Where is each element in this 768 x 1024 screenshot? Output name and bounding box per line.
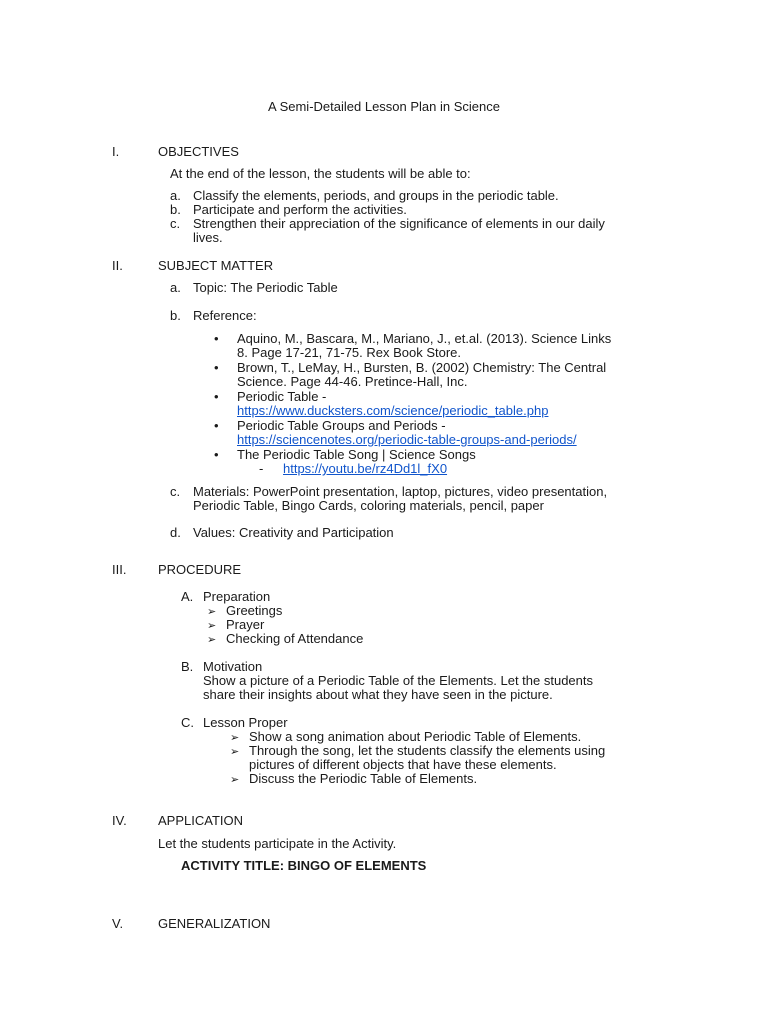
section-numeral: V.	[112, 916, 124, 931]
motivation-text-continued: share their insights about what they have seen in the picture.	[203, 687, 553, 702]
section-numeral: IV.	[112, 813, 127, 828]
reference-link[interactable]: https://sciencenotes.org/periodic-table-groups-and-periods/	[237, 432, 577, 447]
document-title: A Semi-Detailed Lesson Plan in Science	[268, 99, 500, 114]
lesson-proper-item-continued: pictures of different objects that have these elements.	[249, 757, 557, 772]
materials-text: Materials: PowerPoint presentation, laptop, pictures, video presentation,	[193, 484, 608, 499]
arrow-bullet-icon: ➢	[207, 620, 217, 632]
section-numeral: II.	[112, 258, 123, 273]
list-marker: b.	[170, 202, 181, 217]
objective-item: Strengthen their appreciation of the significance of elements in our daily	[193, 216, 605, 231]
dash-marker: -	[259, 461, 264, 476]
preparation-item: Checking of Attendance	[226, 631, 364, 646]
topic-text: Topic: The Periodic Table	[193, 280, 338, 295]
reference-item-continued: Science. Page 44-46. Pretince-Hall, Inc.	[237, 374, 468, 389]
list-marker: d.	[170, 525, 181, 540]
objectives-intro: At the end of the lesson, the students will be able to:	[170, 166, 471, 181]
section-heading: GENERALIZATION	[158, 916, 271, 931]
section-heading: OBJECTIVES	[158, 144, 239, 159]
application-text: Let the students participate in the Activity.	[158, 836, 397, 851]
bullet-icon: •	[214, 331, 219, 346]
reference-link[interactable]: https://www.ducksters.com/science/periodic_table.php	[237, 403, 549, 418]
list-marker: A.	[181, 589, 194, 604]
arrow-bullet-icon: ➢	[207, 606, 217, 618]
reference-item: Periodic Table -	[237, 389, 327, 404]
reference-item: Aquino, M., Bascara, M., Mariano, J., et.al. (2013). Science Links	[237, 331, 612, 346]
bullet-icon: •	[214, 447, 219, 462]
section-numeral: III.	[112, 562, 127, 577]
motivation-text: Show a picture of a Periodic Table of the Elements. Let the students	[203, 673, 593, 688]
arrow-bullet-icon: ➢	[207, 634, 217, 646]
list-marker: a.	[170, 280, 181, 295]
list-marker: C.	[181, 715, 194, 730]
section-heading: PROCEDURE	[158, 562, 242, 577]
objective-item: Classify the elements, periods, and groups in the periodic table.	[193, 188, 559, 203]
arrow-bullet-icon: ➢	[230, 746, 240, 758]
lesson-proper-item: Show a song animation about Periodic Table of Elements.	[249, 729, 582, 744]
section-numeral: I.	[112, 144, 120, 159]
subsection-label: Lesson Proper	[203, 715, 288, 730]
activity-title: ACTIVITY TITLE: BINGO OF ELEMENTS	[181, 858, 427, 873]
list-marker: a.	[170, 188, 181, 203]
section-heading: APPLICATION	[158, 813, 244, 828]
list-marker: b.	[170, 308, 181, 323]
preparation-item: Prayer	[226, 617, 265, 632]
list-marker: B.	[181, 659, 194, 674]
arrow-bullet-icon: ➢	[230, 732, 240, 744]
preparation-item: Greetings	[226, 603, 283, 618]
reference-label: Reference:	[193, 308, 257, 323]
reference-item: Brown, T., LeMay, H., Bursten, B. (2002) Chemistry: The Central	[237, 360, 607, 375]
list-marker: c.	[170, 484, 181, 499]
subsection-label: Motivation	[203, 659, 263, 674]
reference-link[interactable]: https://youtu.be/rz4Dd1l_fX0	[283, 461, 448, 476]
section-heading: SUBJECT MATTER	[158, 258, 274, 273]
arrow-bullet-icon: ➢	[230, 774, 240, 786]
values-text: Values: Creativity and Participation	[193, 525, 394, 540]
list-marker: c.	[170, 216, 181, 231]
bullet-icon: •	[214, 418, 219, 433]
objective-item: Participate and perform the activities.	[193, 202, 407, 217]
objective-item-continued: lives.	[193, 230, 223, 245]
reference-item: Periodic Table Groups and Periods -	[237, 418, 446, 433]
subsection-label: Preparation	[203, 589, 271, 604]
reference-item: The Periodic Table Song | Science Songs	[237, 447, 476, 462]
lesson-proper-item: Discuss the Periodic Table of Elements.	[249, 771, 478, 786]
materials-text-continued: Periodic Table, Bingo Cards, coloring materials, pencil, paper	[193, 498, 544, 513]
lesson-proper-item: Through the song, let the students classify the elements using	[249, 743, 606, 758]
bullet-icon: •	[214, 389, 219, 404]
bullet-icon: •	[214, 360, 219, 375]
reference-item-continued: 8. Page 17-21, 71-75. Rex Book Store.	[237, 345, 462, 360]
